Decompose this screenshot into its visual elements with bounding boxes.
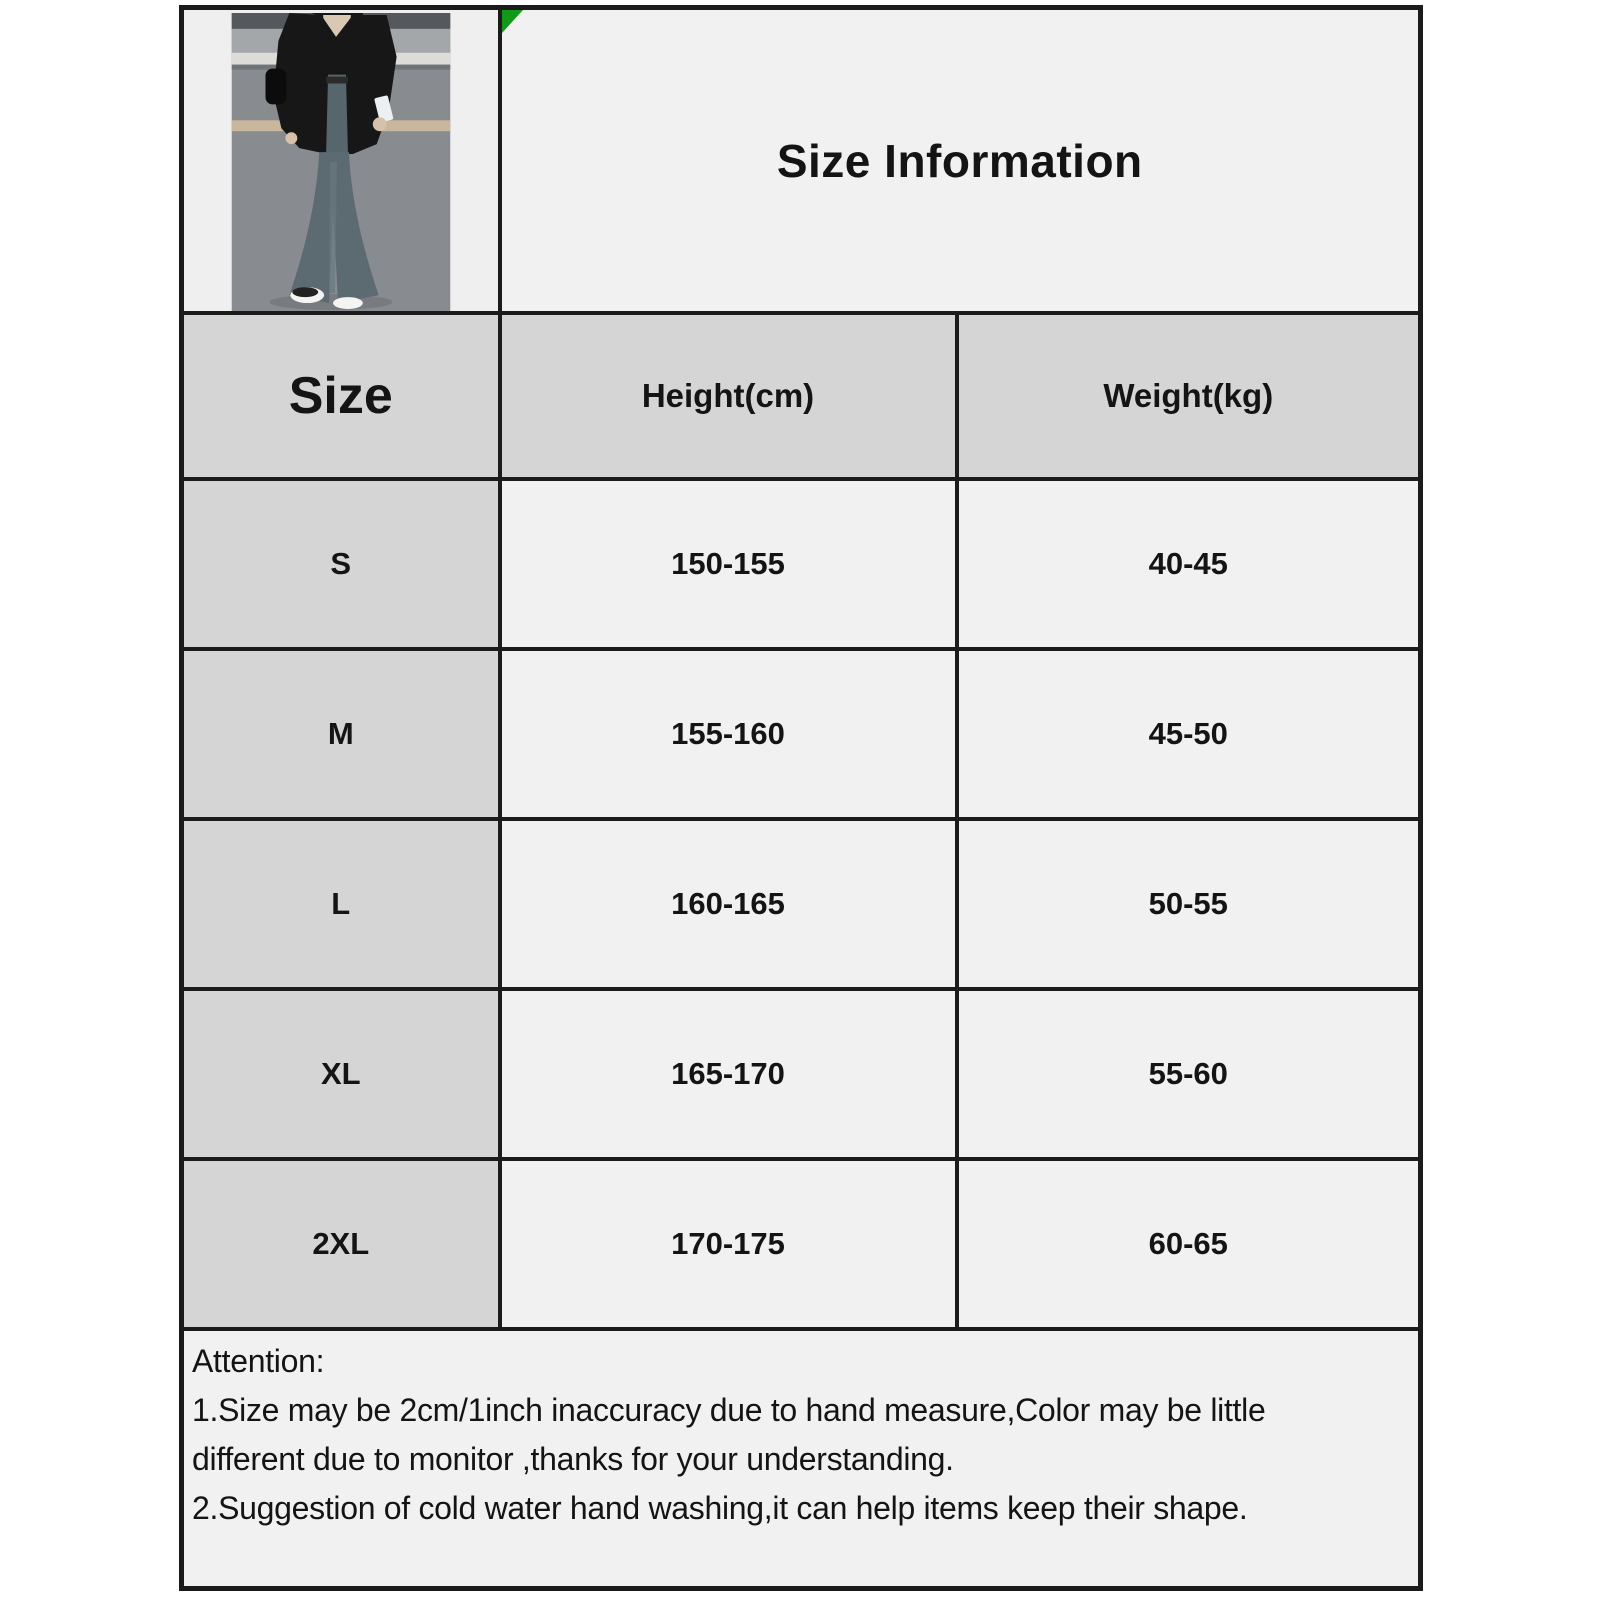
column-header-size: Size: [182, 313, 500, 479]
attention-note-1-cont: different due to monitor ,thanks for your understanding.: [192, 1441, 954, 1477]
height-value: 155-160: [500, 649, 957, 819]
green-triangle-icon: [502, 10, 523, 33]
attention-note-1: 1.Size may be 2cm/1inch inaccuracy due to hand measure,Color may be little: [192, 1392, 1266, 1428]
page-title: Size Information: [776, 134, 1143, 187]
height-value: 170-175: [500, 1159, 957, 1329]
weight-value: 45-50: [957, 649, 1421, 819]
size-label: L: [182, 819, 500, 989]
title-cell: [500, 8, 1421, 314]
attention-heading: Attention:: [192, 1343, 325, 1379]
height-value: 150-155: [500, 479, 957, 649]
size-chart-table: [179, 5, 1423, 1591]
product-photo-cell: [182, 8, 500, 314]
column-header-height: Height(cm): [500, 313, 957, 479]
attention-note-2: 2.Suggestion of cold water hand washing,it can help items keep their shape.: [192, 1490, 1248, 1526]
size-label: M: [182, 649, 500, 819]
height-value: 160-165: [500, 819, 957, 989]
attention-cell: [182, 1329, 1421, 1589]
size-label: XL: [182, 989, 500, 1159]
column-header-weight: Weight(kg): [957, 313, 1421, 479]
size-label: 2XL: [182, 1159, 500, 1329]
attention-row: [182, 1329, 1421, 1589]
table-row-l: [182, 819, 1421, 989]
table-row: [182, 8, 1421, 314]
weight-value: 40-45: [957, 479, 1421, 649]
product-photo: [231, 13, 451, 311]
table-header-row: [182, 313, 1421, 479]
weight-value: 55-60: [957, 989, 1421, 1159]
weight-value: 60-65: [957, 1159, 1421, 1329]
table-row-xl: [182, 989, 1421, 1159]
weight-value: 50-55: [957, 819, 1421, 989]
table-row-s: [182, 479, 1421, 649]
size-label: S: [182, 479, 500, 649]
table-row-2xl: [182, 1159, 1421, 1329]
height-value: 165-170: [500, 989, 957, 1159]
table-row-m: [182, 649, 1421, 819]
